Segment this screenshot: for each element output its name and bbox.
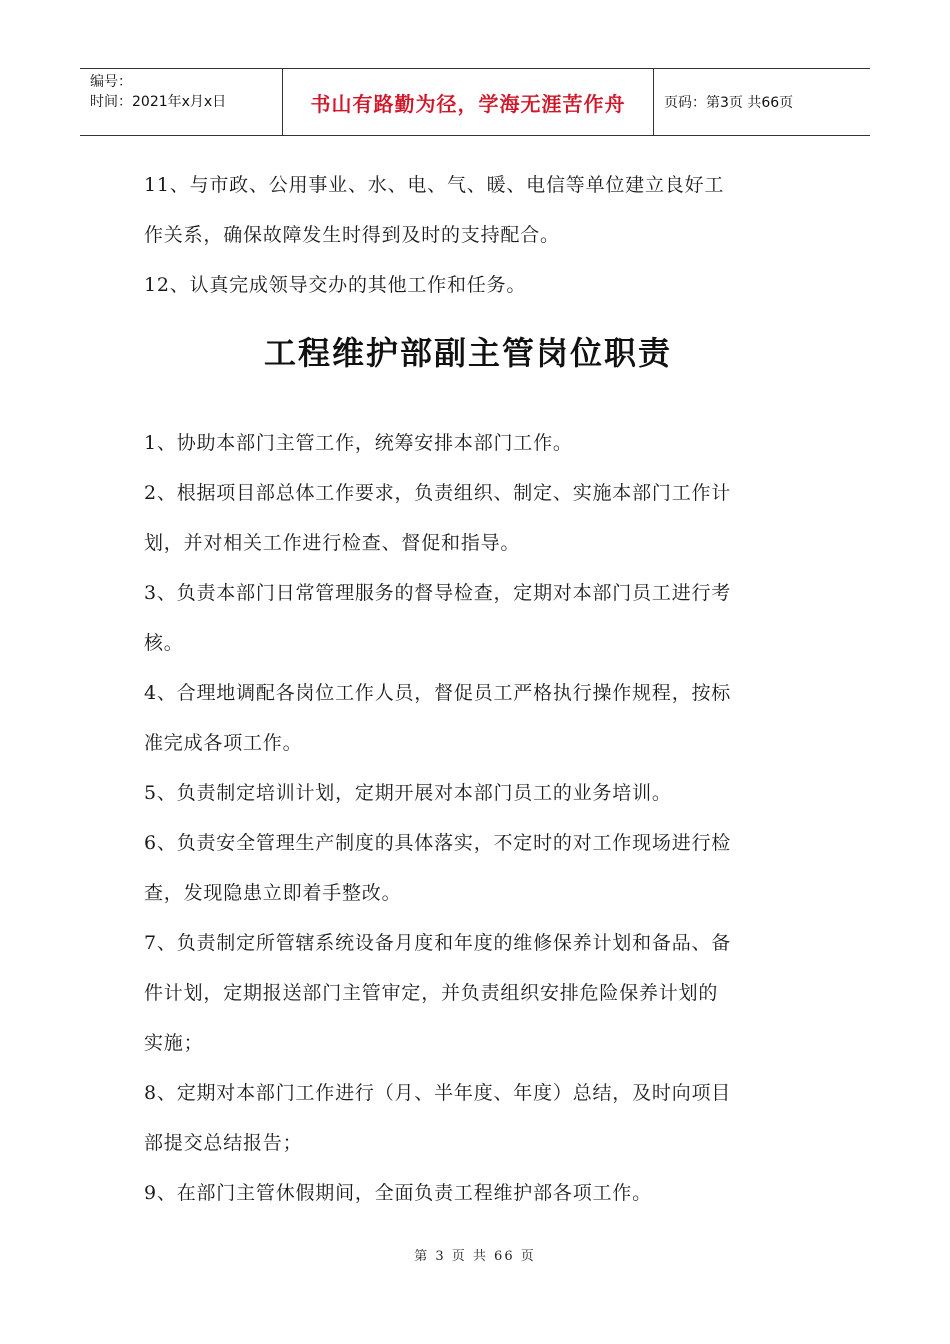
paragraph-line: 2、根据项目部总体工作要求，负责组织、制定、实施本部门工作计	[144, 482, 732, 504]
paragraph-line: 3、负责本部门日常管理服务的督导检查，定期对本部门员工进行考	[144, 582, 732, 604]
paragraph-line: 部提交总结报告；	[144, 1132, 303, 1154]
paragraph-line: 1、协助本部门主管工作，统筹安排本部门工作。	[144, 432, 573, 454]
page-footer: 第 3 页 共 66 页	[414, 1249, 536, 1264]
paragraph-line: 8、定期对本部门工作进行（月、半年度、年度）总结，及时向项目	[144, 1082, 732, 1104]
paragraph-line: 核。	[144, 632, 184, 654]
paragraph-line: 件计划，定期报送部门主管审定，并负责组织安排危险保养计划的	[144, 982, 719, 1004]
header-meta	[80, 69, 282, 135]
paragraph-line: 9、在部门主管休假期间，全面负责工程维护部各项工作。	[144, 1182, 652, 1204]
paragraph-line: 准完成各项工作。	[144, 732, 303, 754]
paragraph-line: 查，发现隐患立即着手整改。	[144, 882, 402, 904]
header-page-info: 页码：第3页 共66页	[664, 95, 794, 111]
paragraph-line: 4、合理地调配各岗位工作人员，督促员工严格执行操作规程，按标	[144, 682, 732, 704]
section-title: 工程维护部副主管岗位职责	[263, 334, 672, 372]
paragraph-line: 作关系，确保故障发生时得到及时的支持配合。	[144, 224, 560, 246]
time-label: 时间：2021年x月x日	[90, 94, 227, 110]
paragraph-line: 实施；	[144, 1032, 204, 1054]
paragraph-line: 12、认真完成领导交办的其他工作和任务。	[144, 274, 527, 296]
header-motto: 书山有路勤为径，学海无涯苦作舟	[282, 69, 654, 135]
paragraph-line: 11、与市政、公用事业、水、电、气、暖、电信等单位建立良好工	[144, 174, 725, 196]
document-body	[144, 160, 812, 1218]
paragraph-line: 7、负责制定所管辖系统设备月度和年度的维修保养计划和备品、备	[144, 932, 732, 954]
paragraph-line: 5、负责制定培训计划，定期开展对本部门员工的业务培训。	[144, 782, 672, 804]
number-label: 编号：	[90, 74, 132, 90]
paragraph-line: 6、负责安全管理生产制度的具体落实，不定时的对工作现场进行检	[144, 832, 732, 854]
page-header	[80, 68, 870, 136]
paragraph-line: 划，并对相关工作进行检查、督促和指导。	[144, 532, 521, 554]
